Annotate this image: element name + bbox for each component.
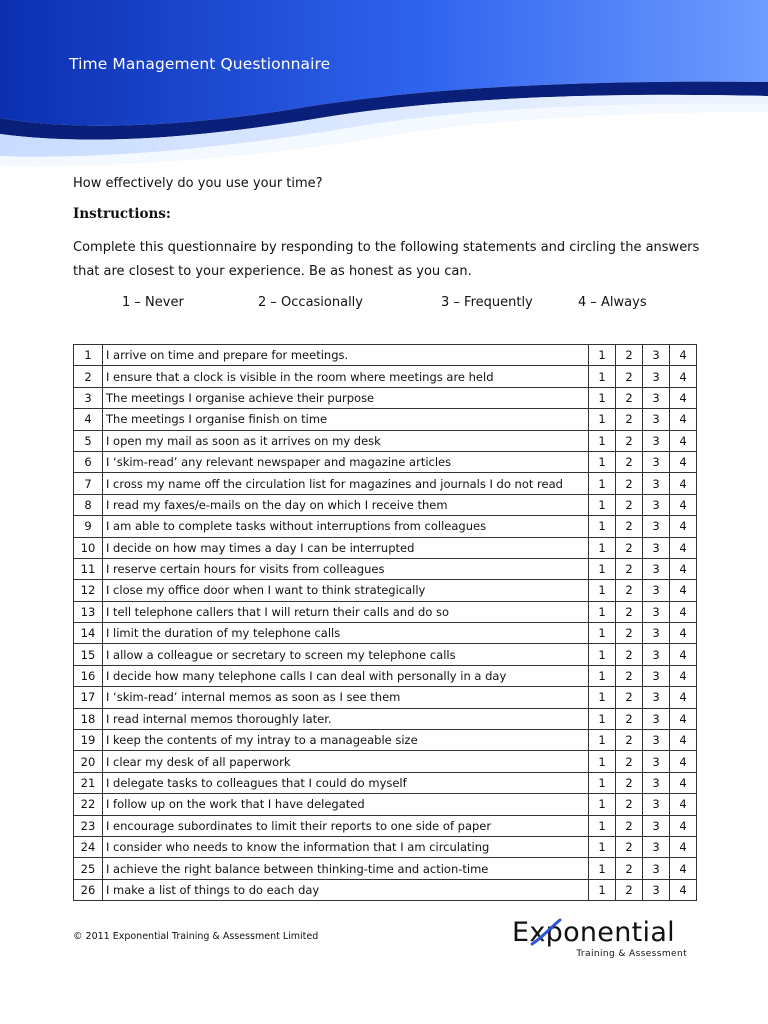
rating-option-3[interactable]: 3	[643, 430, 670, 451]
table-row	[74, 601, 697, 622]
scale-never: 1 – Never	[122, 295, 184, 310]
questionnaire-table	[73, 344, 697, 901]
rating-option-3[interactable]: 3	[643, 858, 670, 879]
table-row	[74, 644, 697, 665]
table-row	[74, 623, 697, 644]
rating-option-4[interactable]: 4	[670, 345, 697, 366]
rating-option-3[interactable]: 3	[643, 580, 670, 601]
rating-option-4[interactable]: 4	[670, 473, 697, 494]
statement-text: I am able to complete tasks without interruptions from colleagues	[103, 516, 589, 537]
statement-number: 25	[74, 858, 103, 879]
scale-occasionally: 2 – Occasionally	[258, 295, 363, 310]
statement-text: The meetings I organise achieve their purpose	[103, 387, 589, 408]
rating-option-4[interactable]: 4	[670, 879, 697, 900]
rating-option-3[interactable]: 3	[643, 451, 670, 472]
rating-option-3[interactable]: 3	[643, 644, 670, 665]
rating-option-2[interactable]: 2	[616, 623, 643, 644]
statement-text: I close my office door when I want to think strategically	[103, 580, 589, 601]
statement-text: I achieve the right balance between thinking-time and action-time	[103, 858, 589, 879]
rating-option-2[interactable]: 2	[616, 580, 643, 601]
scale-frequently: 3 – Frequently	[441, 295, 533, 310]
rating-option-2[interactable]: 2	[616, 516, 643, 537]
rating-option-3[interactable]: 3	[643, 730, 670, 751]
logo-tagline: Training & Assessment	[576, 949, 687, 959]
rating-option-4[interactable]: 4	[670, 623, 697, 644]
statement-number: 11	[74, 558, 103, 579]
statement-text: I encourage subordinates to limit their reports to one side of paper	[103, 815, 589, 836]
statement-number: 5	[74, 430, 103, 451]
statement-text: I reserve certain hours for visits from colleagues	[103, 558, 589, 579]
rating-option-1[interactable]: 1	[589, 794, 616, 815]
rating-option-2[interactable]: 2	[616, 836, 643, 857]
rating-option-3[interactable]: 3	[643, 751, 670, 772]
statement-number: 14	[74, 623, 103, 644]
statement-number: 18	[74, 708, 103, 729]
rating-option-2[interactable]: 2	[616, 430, 643, 451]
statement-number: 22	[74, 794, 103, 815]
rating-option-2[interactable]: 2	[616, 815, 643, 836]
statement-text: I read my faxes/e-mails on the day on which I receive them	[103, 494, 589, 515]
table-row	[74, 836, 697, 857]
statement-number: 1	[74, 345, 103, 366]
rating-option-3[interactable]: 3	[643, 836, 670, 857]
rating-option-2[interactable]: 2	[616, 494, 643, 515]
rating-option-3[interactable]: 3	[643, 516, 670, 537]
statement-number: 7	[74, 473, 103, 494]
rating-option-1[interactable]: 1	[589, 409, 616, 430]
table-row	[74, 815, 697, 836]
statement-number: 19	[74, 730, 103, 751]
rating-option-4[interactable]: 4	[670, 516, 697, 537]
rating-option-1[interactable]: 1	[589, 644, 616, 665]
rating-option-3[interactable]: 3	[643, 687, 670, 708]
rating-option-3[interactable]: 3	[643, 366, 670, 387]
table-row	[74, 387, 697, 408]
rating-option-1[interactable]: 1	[589, 516, 616, 537]
rating-option-3[interactable]: 3	[643, 794, 670, 815]
statement-number: 23	[74, 815, 103, 836]
rating-option-1[interactable]: 1	[589, 751, 616, 772]
rating-option-1[interactable]: 1	[589, 494, 616, 515]
table-row	[74, 516, 697, 537]
statement-number: 4	[74, 409, 103, 430]
statement-text: I arrive on time and prepare for meetings.	[103, 345, 589, 366]
table-row	[74, 879, 697, 900]
statement-text: I delegate tasks to colleagues that I could do myself	[103, 772, 589, 793]
rating-option-1[interactable]: 1	[589, 879, 616, 900]
statement-text: I follow up on the work that I have delegated	[103, 794, 589, 815]
rating-option-4[interactable]: 4	[670, 815, 697, 836]
rating-option-1[interactable]: 1	[589, 537, 616, 558]
rating-option-2[interactable]: 2	[616, 345, 643, 366]
rating-option-1[interactable]: 1	[589, 473, 616, 494]
rating-option-4[interactable]: 4	[670, 730, 697, 751]
statement-text: The meetings I organise finish on time	[103, 409, 589, 430]
rating-option-1[interactable]: 1	[589, 665, 616, 686]
statement-text: I make a list of things to do each day	[103, 879, 589, 900]
rating-option-3[interactable]: 3	[643, 558, 670, 579]
statement-number: 16	[74, 665, 103, 686]
statement-number: 24	[74, 836, 103, 857]
rating-option-4[interactable]: 4	[670, 366, 697, 387]
statement-text: I cross my name off the circulation list for magazines and journals I do not read	[103, 473, 589, 494]
table-row	[74, 451, 697, 472]
statement-number: 26	[74, 879, 103, 900]
statement-text: I allow a colleague or secretary to screen my telephone calls	[103, 644, 589, 665]
rating-option-3[interactable]: 3	[643, 708, 670, 729]
logo-wordmark: Exponential	[512, 917, 675, 948]
table-row	[74, 665, 697, 686]
statement-text: I ensure that a clock is visible in the room where meetings are held	[103, 366, 589, 387]
statement-number: 20	[74, 751, 103, 772]
instructions-body: Complete this questionnaire by responding to the following statements and circling the answers that are closest to your experience. Be as honest as you can.	[73, 240, 700, 279]
rating-option-4[interactable]: 4	[670, 772, 697, 793]
table-row	[74, 366, 697, 387]
rating-option-1[interactable]: 1	[589, 451, 616, 472]
rating-option-2[interactable]: 2	[616, 451, 643, 472]
rating-option-1[interactable]: 1	[589, 815, 616, 836]
copyright-notice: © 2011 Exponential Training & Assessment Limited	[73, 931, 319, 942]
rating-option-2[interactable]: 2	[616, 794, 643, 815]
rating-option-4[interactable]: 4	[670, 687, 697, 708]
statement-number: 10	[74, 537, 103, 558]
statement-text: I ‘skim-read’ any relevant newspaper and magazine articles	[103, 451, 589, 472]
table-row	[74, 708, 697, 729]
rating-option-1[interactable]: 1	[589, 558, 616, 579]
rating-option-2[interactable]: 2	[616, 858, 643, 879]
rating-option-2[interactable]: 2	[616, 665, 643, 686]
table-row	[74, 794, 697, 815]
statement-text: I consider who needs to know the information that I am circulating	[103, 836, 589, 857]
statement-text: I limit the duration of my telephone calls	[103, 623, 589, 644]
intro-question: How effectively do you use your time?	[73, 176, 323, 191]
table-row	[74, 473, 697, 494]
rating-option-1[interactable]: 1	[589, 623, 616, 644]
table-row	[74, 772, 697, 793]
rating-option-4[interactable]: 4	[670, 537, 697, 558]
rating-option-1[interactable]: 1	[589, 345, 616, 366]
table-row	[74, 345, 697, 366]
statement-text: I ‘skim-read’ internal memos as soon as I see them	[103, 687, 589, 708]
statement-number: 8	[74, 494, 103, 515]
rating-option-1[interactable]: 1	[589, 601, 616, 622]
rating-option-1[interactable]: 1	[589, 730, 616, 751]
rating-option-4[interactable]: 4	[670, 409, 697, 430]
rating-option-1[interactable]: 1	[589, 772, 616, 793]
table-row	[74, 537, 697, 558]
table-row	[74, 430, 697, 451]
rating-option-2[interactable]: 2	[616, 409, 643, 430]
statement-text: I read internal memos thoroughly later.	[103, 708, 589, 729]
rating-option-3[interactable]: 3	[643, 409, 670, 430]
rating-option-4[interactable]: 4	[670, 665, 697, 686]
rating-option-3[interactable]: 3	[643, 623, 670, 644]
rating-option-1[interactable]: 1	[589, 366, 616, 387]
rating-option-4[interactable]: 4	[670, 836, 697, 857]
table-row	[74, 409, 697, 430]
rating-option-2[interactable]: 2	[616, 473, 643, 494]
statement-number: 13	[74, 601, 103, 622]
rating-option-4[interactable]: 4	[670, 601, 697, 622]
rating-option-2[interactable]: 2	[616, 387, 643, 408]
rating-option-3[interactable]: 3	[643, 494, 670, 515]
table-row	[74, 494, 697, 515]
statement-number: 9	[74, 516, 103, 537]
statement-text: I tell telephone callers that I will return their calls and do so	[103, 601, 589, 622]
statement-number: 6	[74, 451, 103, 472]
statement-text: I decide how many telephone calls I can deal with personally in a day	[103, 665, 589, 686]
rating-option-1[interactable]: 1	[589, 430, 616, 451]
rating-option-4[interactable]: 4	[670, 430, 697, 451]
rating-option-3[interactable]: 3	[643, 815, 670, 836]
statement-number: 2	[74, 366, 103, 387]
rating-option-4[interactable]: 4	[670, 858, 697, 879]
table-row	[74, 687, 697, 708]
rating-option-3[interactable]: 3	[643, 601, 670, 622]
rating-option-3[interactable]: 3	[643, 387, 670, 408]
rating-option-4[interactable]: 4	[670, 794, 697, 815]
statement-number: 12	[74, 580, 103, 601]
rating-option-2[interactable]: 2	[616, 601, 643, 622]
table-row	[74, 730, 697, 751]
rating-option-4[interactable]: 4	[670, 708, 697, 729]
rating-option-3[interactable]: 3	[643, 665, 670, 686]
rating-option-1[interactable]: 1	[589, 580, 616, 601]
statement-number: 21	[74, 772, 103, 793]
rating-option-2[interactable]: 2	[616, 687, 643, 708]
table-row	[74, 751, 697, 772]
rating-option-1[interactable]: 1	[589, 387, 616, 408]
statement-text: I keep the contents of my intray to a manageable size	[103, 730, 589, 751]
statement-text: I clear my desk of all paperwork	[103, 751, 589, 772]
scale-always: 4 – Always	[578, 295, 647, 310]
rating-option-3[interactable]: 3	[643, 879, 670, 900]
rating-option-4[interactable]: 4	[670, 751, 697, 772]
rating-option-3[interactable]: 3	[643, 772, 670, 793]
document-title: Time Management Questionnaire	[69, 55, 331, 73]
rating-option-2[interactable]: 2	[616, 772, 643, 793]
rating-option-2[interactable]: 2	[616, 751, 643, 772]
statement-text: I decide on how may times a day I can be interrupted	[103, 537, 589, 558]
rating-option-2[interactable]: 2	[616, 537, 643, 558]
rating-option-4[interactable]: 4	[670, 451, 697, 472]
exponential-logo	[512, 918, 697, 963]
rating-option-2[interactable]: 2	[616, 558, 643, 579]
statement-number: 3	[74, 387, 103, 408]
table-row	[74, 858, 697, 879]
rating-option-3[interactable]: 3	[643, 473, 670, 494]
rating-option-2[interactable]: 2	[616, 708, 643, 729]
statement-number: 17	[74, 687, 103, 708]
rating-option-1[interactable]: 1	[589, 836, 616, 857]
rating-option-4[interactable]: 4	[670, 558, 697, 579]
questionnaire-body	[74, 345, 697, 901]
rating-option-1[interactable]: 1	[589, 687, 616, 708]
rating-option-2[interactable]: 2	[616, 644, 643, 665]
statement-number: 15	[74, 644, 103, 665]
rating-option-1[interactable]: 1	[589, 708, 616, 729]
statement-text: I open my mail as soon as it arrives on my desk	[103, 430, 589, 451]
rating-option-4[interactable]: 4	[670, 387, 697, 408]
rating-option-4[interactable]: 4	[670, 494, 697, 515]
rating-option-4[interactable]: 4	[670, 580, 697, 601]
rating-option-2[interactable]: 2	[616, 730, 643, 751]
table-row	[74, 558, 697, 579]
table-row	[74, 580, 697, 601]
rating-option-3[interactable]: 3	[643, 537, 670, 558]
header-banner	[0, 0, 768, 170]
rating-option-1[interactable]: 1	[589, 858, 616, 879]
rating-option-4[interactable]: 4	[670, 644, 697, 665]
rating-option-2[interactable]: 2	[616, 879, 643, 900]
rating-option-3[interactable]: 3	[643, 345, 670, 366]
rating-option-2[interactable]: 2	[616, 366, 643, 387]
instructions-heading: Instructions:	[73, 206, 171, 222]
